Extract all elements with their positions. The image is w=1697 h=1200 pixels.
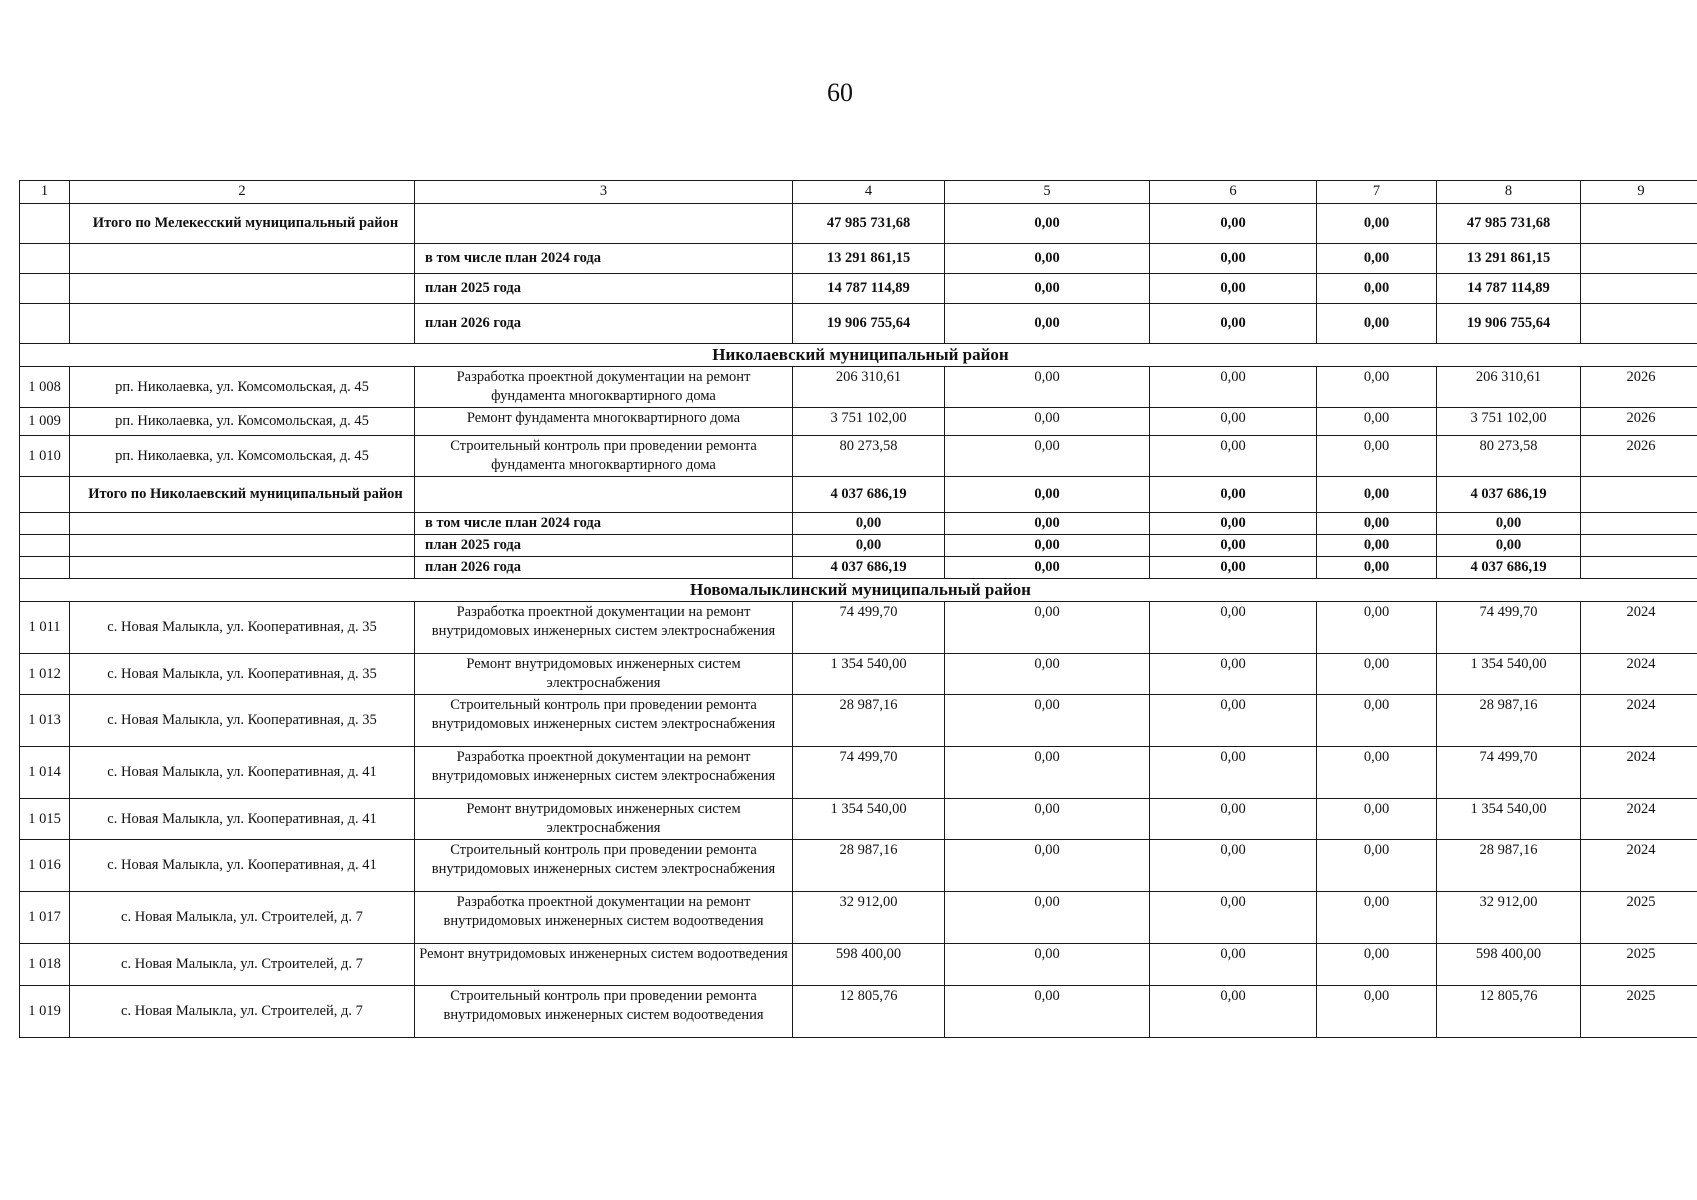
plan-value: 0,00 <box>945 513 1150 535</box>
row-number: 1 008 <box>20 367 70 408</box>
total-row <box>20 204 1697 244</box>
row-number: 1 019 <box>20 986 70 1038</box>
empty-cell <box>70 274 415 304</box>
year-cell: 2024 <box>1581 695 1697 747</box>
amount-col5: 0,00 <box>945 944 1150 986</box>
amount-col7: 0,00 <box>1317 747 1437 799</box>
plan-value: 0,00 <box>1317 304 1437 344</box>
work-type-cell: Разработка проектной документации на ремонт внутридомовых инженерных систем водоотведения <box>415 892 793 944</box>
address-cell: с. Новая Малыкла, ул. Строителей, д. 7 <box>70 892 415 944</box>
row-number: 1 017 <box>20 892 70 944</box>
amount-col4: 32 912,00 <box>793 892 945 944</box>
empty-cell <box>1581 304 1697 344</box>
amount-col5: 0,00 <box>945 840 1150 892</box>
page-number: 60 <box>827 78 853 107</box>
table-row <box>20 747 1697 799</box>
empty-cell <box>20 477 70 513</box>
plan-subrow <box>20 274 1697 304</box>
empty-cell <box>20 513 70 535</box>
column-header: 5 <box>945 181 1150 204</box>
year-cell: 2026 <box>1581 436 1697 477</box>
plan-value: 0,00 <box>1150 535 1317 557</box>
table-row <box>20 986 1697 1038</box>
table-row <box>20 892 1697 944</box>
plan-value: 0,00 <box>1317 244 1437 274</box>
total-value: 47 985 731,68 <box>793 204 945 244</box>
amount-col8: 74 499,70 <box>1437 602 1581 654</box>
address-cell: с. Новая Малыкла, ул. Строителей, д. 7 <box>70 944 415 986</box>
empty-cell <box>70 304 415 344</box>
work-type-cell: Разработка проектной документации на ремонт внутридомовых инженерных систем электроснабжения <box>415 602 793 654</box>
row-number: 1 018 <box>20 944 70 986</box>
address-cell: рп. Николаевка, ул. Комсомольская, д. 45 <box>70 367 415 408</box>
plan-value: 19 906 755,64 <box>1437 304 1581 344</box>
amount-col5: 0,00 <box>945 747 1150 799</box>
plan-value: 14 787 114,89 <box>1437 274 1581 304</box>
address-cell: с. Новая Малыкла, ул. Кооперативная, д. 41 <box>70 747 415 799</box>
plan-label: в том числе план 2024 года <box>415 244 793 274</box>
plan-value: 0,00 <box>1150 557 1317 579</box>
empty-cell <box>70 513 415 535</box>
amount-col7: 0,00 <box>1317 654 1437 695</box>
amount-col7: 0,00 <box>1317 986 1437 1038</box>
table-row <box>20 408 1697 436</box>
address-cell: с. Новая Малыкла, ул. Кооперативная, д. 41 <box>70 840 415 892</box>
amount-col8: 28 987,16 <box>1437 840 1581 892</box>
total-label: Итого по Мелекесский муниципальный район <box>70 204 415 244</box>
plan-value: 0,00 <box>1317 274 1437 304</box>
amount-col5: 0,00 <box>945 695 1150 747</box>
year-cell: 2025 <box>1581 892 1697 944</box>
section-heading-row <box>20 344 1697 367</box>
plan-value: 0,00 <box>1437 513 1581 535</box>
plan-value: 19 906 755,64 <box>793 304 945 344</box>
amount-col5: 0,00 <box>945 408 1150 436</box>
empty-cell <box>70 535 415 557</box>
amount-col4: 1 354 540,00 <box>793 799 945 840</box>
plan-subrow <box>20 535 1697 557</box>
row-number: 1 015 <box>20 799 70 840</box>
row-number: 1 014 <box>20 747 70 799</box>
section-title: Николаевский муниципальный район <box>20 344 1697 367</box>
amount-col6: 0,00 <box>1150 695 1317 747</box>
amount-col4: 28 987,16 <box>793 695 945 747</box>
column-header: 6 <box>1150 181 1317 204</box>
amount-col8: 3 751 102,00 <box>1437 408 1581 436</box>
amount-col4: 80 273,58 <box>793 436 945 477</box>
empty-cell <box>20 557 70 579</box>
work-type-cell: Разработка проектной документации на ремонт фундамента многоквартирного дома <box>415 367 793 408</box>
empty-cell <box>70 244 415 274</box>
plan-label: план 2025 года <box>415 535 793 557</box>
amount-col6: 0,00 <box>1150 408 1317 436</box>
address-cell: рп. Николаевка, ул. Комсомольская, д. 45 <box>70 408 415 436</box>
table-row <box>20 436 1697 477</box>
year-cell: 2024 <box>1581 602 1697 654</box>
total-label: Итого по Николаевский муниципальный район <box>70 477 415 513</box>
plan-value: 0,00 <box>945 244 1150 274</box>
plan-label: план 2026 года <box>415 557 793 579</box>
amount-col7: 0,00 <box>1317 436 1437 477</box>
amount-col5: 0,00 <box>945 654 1150 695</box>
plan-value: 0,00 <box>945 304 1150 344</box>
total-value: 0,00 <box>1150 477 1317 513</box>
work-type-cell: Строительный контроль при проведении ремонта фундамента многоквартирного дома <box>415 436 793 477</box>
amount-col7: 0,00 <box>1317 695 1437 747</box>
total-value: 0,00 <box>945 477 1150 513</box>
plan-value: 13 291 861,15 <box>1437 244 1581 274</box>
address-cell: с. Новая Малыкла, ул. Кооперативная, д. 35 <box>70 654 415 695</box>
row-number: 1 011 <box>20 602 70 654</box>
address-cell: с. Новая Малыкла, ул. Кооперативная, д. 35 <box>70 602 415 654</box>
plan-value: 0,00 <box>945 274 1150 304</box>
amount-col6: 0,00 <box>1150 654 1317 695</box>
section-heading-row <box>20 579 1697 602</box>
work-type-cell: Строительный контроль при проведении ремонта внутридомовых инженерных систем электроснабжения <box>415 695 793 747</box>
total-row <box>20 477 1697 513</box>
address-cell: рп. Николаевка, ул. Комсомольская, д. 45 <box>70 436 415 477</box>
amount-col4: 28 987,16 <box>793 840 945 892</box>
amount-col5: 0,00 <box>945 436 1150 477</box>
column-header: 8 <box>1437 181 1581 204</box>
work-type-cell: Ремонт фундамента многоквартирного дома <box>415 408 793 436</box>
total-value: 4 037 686,19 <box>793 477 945 513</box>
empty-cell <box>70 557 415 579</box>
empty-cell <box>1581 557 1697 579</box>
amount-col8: 32 912,00 <box>1437 892 1581 944</box>
table-row <box>20 944 1697 986</box>
amount-col6: 0,00 <box>1150 367 1317 408</box>
work-type-cell: Ремонт внутридомовых инженерных систем электроснабжения <box>415 799 793 840</box>
amount-col4: 598 400,00 <box>793 944 945 986</box>
amount-col6: 0,00 <box>1150 944 1317 986</box>
year-cell: 2024 <box>1581 840 1697 892</box>
amount-col4: 206 310,61 <box>793 367 945 408</box>
plan-value: 14 787 114,89 <box>793 274 945 304</box>
table-row <box>20 695 1697 747</box>
total-value: 0,00 <box>1150 204 1317 244</box>
plan-value: 0,00 <box>1150 304 1317 344</box>
amount-col7: 0,00 <box>1317 602 1437 654</box>
plan-value: 0,00 <box>1150 513 1317 535</box>
register-table <box>19 180 1697 1038</box>
work-type-cell: Ремонт внутридомовых инженерных систем водоотведения <box>415 944 793 986</box>
row-number: 1 010 <box>20 436 70 477</box>
amount-col8: 80 273,58 <box>1437 436 1581 477</box>
total-value: 0,00 <box>1317 204 1437 244</box>
amount-col7: 0,00 <box>1317 840 1437 892</box>
amount-col5: 0,00 <box>945 367 1150 408</box>
table-row <box>20 799 1697 840</box>
address-cell: с. Новая Малыкла, ул. Кооперативная, д. 41 <box>70 799 415 840</box>
empty-cell <box>415 204 793 244</box>
column-header: 3 <box>415 181 793 204</box>
plan-value: 0,00 <box>793 535 945 557</box>
work-type-cell: Строительный контроль при проведении ремонта внутридомовых инженерных систем водоотведения <box>415 986 793 1038</box>
amount-col6: 0,00 <box>1150 840 1317 892</box>
plan-value: 0,00 <box>1317 535 1437 557</box>
amount-col7: 0,00 <box>1317 367 1437 408</box>
empty-cell <box>20 535 70 557</box>
amount-col6: 0,00 <box>1150 799 1317 840</box>
plan-value: 0,00 <box>1317 513 1437 535</box>
amount-col7: 0,00 <box>1317 799 1437 840</box>
plan-value: 0,00 <box>1150 274 1317 304</box>
year-cell: 2024 <box>1581 654 1697 695</box>
address-cell: с. Новая Малыкла, ул. Строителей, д. 7 <box>70 986 415 1038</box>
row-number: 1 012 <box>20 654 70 695</box>
table-row <box>20 654 1697 695</box>
amount-col8: 1 354 540,00 <box>1437 799 1581 840</box>
amount-col6: 0,00 <box>1150 986 1317 1038</box>
amount-col6: 0,00 <box>1150 602 1317 654</box>
empty-cell <box>1581 477 1697 513</box>
empty-cell <box>20 244 70 274</box>
empty-cell <box>1581 535 1697 557</box>
empty-cell <box>20 204 70 244</box>
row-number: 1 013 <box>20 695 70 747</box>
total-value: 0,00 <box>1317 477 1437 513</box>
amount-col4: 1 354 540,00 <box>793 654 945 695</box>
column-header: 7 <box>1317 181 1437 204</box>
empty-cell <box>1581 513 1697 535</box>
amount-col4: 3 751 102,00 <box>793 408 945 436</box>
work-type-cell: Строительный контроль при проведении ремонта внутридомовых инженерных систем электроснабжения <box>415 840 793 892</box>
amount-col5: 0,00 <box>945 892 1150 944</box>
plan-value: 0,00 <box>1317 557 1437 579</box>
plan-value: 0,00 <box>1150 244 1317 274</box>
work-type-cell: Ремонт внутридомовых инженерных систем электроснабжения <box>415 654 793 695</box>
amount-col8: 598 400,00 <box>1437 944 1581 986</box>
empty-cell <box>1581 244 1697 274</box>
column-number-row <box>20 181 1697 204</box>
amount-col4: 74 499,70 <box>793 747 945 799</box>
amount-col7: 0,00 <box>1317 408 1437 436</box>
table-row <box>20 367 1697 408</box>
amount-col6: 0,00 <box>1150 747 1317 799</box>
plan-value: 4 037 686,19 <box>1437 557 1581 579</box>
amount-col7: 0,00 <box>1317 892 1437 944</box>
plan-subrow <box>20 244 1697 274</box>
address-cell: с. Новая Малыкла, ул. Кооперативная, д. 35 <box>70 695 415 747</box>
empty-cell <box>415 477 793 513</box>
empty-cell <box>1581 204 1697 244</box>
plan-value: 4 037 686,19 <box>793 557 945 579</box>
plan-label: план 2026 года <box>415 304 793 344</box>
plan-value: 0,00 <box>793 513 945 535</box>
amount-col8: 28 987,16 <box>1437 695 1581 747</box>
plan-value: 0,00 <box>945 535 1150 557</box>
plan-value: 0,00 <box>945 557 1150 579</box>
column-header: 2 <box>70 181 415 204</box>
work-type-cell: Разработка проектной документации на ремонт внутридомовых инженерных систем электроснабжения <box>415 747 793 799</box>
column-header: 1 <box>20 181 70 204</box>
amount-col5: 0,00 <box>945 799 1150 840</box>
total-value: 4 037 686,19 <box>1437 477 1581 513</box>
amount-col5: 0,00 <box>945 986 1150 1038</box>
amount-col6: 0,00 <box>1150 892 1317 944</box>
amount-col8: 12 805,76 <box>1437 986 1581 1038</box>
row-number: 1 009 <box>20 408 70 436</box>
amount-col5: 0,00 <box>945 602 1150 654</box>
amount-col8: 1 354 540,00 <box>1437 654 1581 695</box>
section-title: Новомалыклинский муниципальный район <box>20 579 1697 602</box>
year-cell: 2024 <box>1581 799 1697 840</box>
plan-label: в том числе план 2024 года <box>415 513 793 535</box>
amount-col6: 0,00 <box>1150 436 1317 477</box>
total-value: 0,00 <box>945 204 1150 244</box>
column-header: 4 <box>793 181 945 204</box>
year-cell: 2024 <box>1581 747 1697 799</box>
plan-value: 13 291 861,15 <box>793 244 945 274</box>
plan-value: 0,00 <box>1437 535 1581 557</box>
amount-col8: 206 310,61 <box>1437 367 1581 408</box>
table-row <box>20 840 1697 892</box>
year-cell: 2025 <box>1581 986 1697 1038</box>
empty-cell <box>20 274 70 304</box>
row-number: 1 016 <box>20 840 70 892</box>
plan-subrow <box>20 513 1697 535</box>
empty-cell <box>1581 274 1697 304</box>
amount-col7: 0,00 <box>1317 944 1437 986</box>
plan-subrow <box>20 557 1697 579</box>
plan-subrow <box>20 304 1697 344</box>
plan-label: план 2025 года <box>415 274 793 304</box>
column-header: 9 <box>1581 181 1697 204</box>
table-body <box>20 181 1697 1038</box>
table-row <box>20 602 1697 654</box>
year-cell: 2026 <box>1581 408 1697 436</box>
empty-cell <box>20 304 70 344</box>
total-value: 47 985 731,68 <box>1437 204 1581 244</box>
year-cell: 2025 <box>1581 944 1697 986</box>
amount-col8: 74 499,70 <box>1437 747 1581 799</box>
amount-col4: 12 805,76 <box>793 986 945 1038</box>
amount-col4: 74 499,70 <box>793 602 945 654</box>
year-cell: 2026 <box>1581 367 1697 408</box>
